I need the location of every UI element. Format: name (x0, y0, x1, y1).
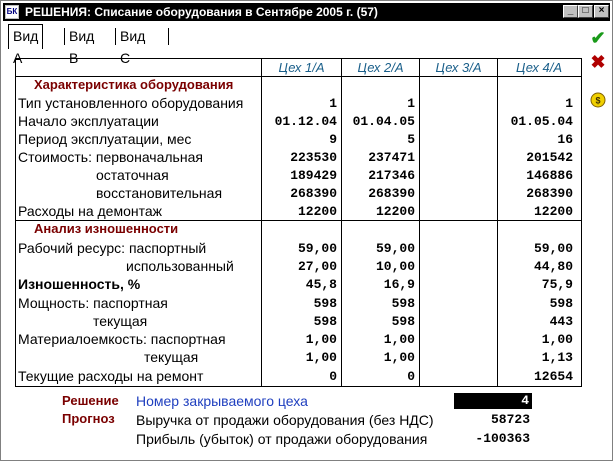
value-cell: 0 (407, 369, 415, 384)
row-label: Материалоемкость: паспортная (18, 331, 226, 347)
row-label: остаточная (96, 167, 169, 183)
value-cell: 12200 (375, 204, 415, 219)
value-cell: 12654 (533, 369, 573, 384)
value-cell: 598 (391, 314, 415, 329)
close-button[interactable]: × (594, 5, 609, 18)
value-cell: 217346 (368, 168, 415, 183)
tab-separator (168, 28, 169, 45)
value-cell: 598 (313, 314, 337, 329)
value-cell: 01.12.04 (274, 114, 337, 129)
value-cell: 12200 (297, 204, 337, 219)
value-cell: 201542 (526, 150, 573, 165)
row-label: Стоимость: первоначальная (18, 149, 203, 165)
value-cell: 12200 (533, 204, 573, 219)
value-cell: 268390 (526, 186, 573, 201)
value-cell: 10,00 (375, 259, 415, 274)
value-cell: 268390 (368, 186, 415, 201)
row-label: Рабочий ресурс: паспортный (18, 240, 207, 256)
tab-view-a[interactable]: Вид А (8, 24, 43, 49)
revenue-label: Выручка от продажи оборудования (без НДС) (136, 412, 434, 428)
grid-line (261, 59, 262, 386)
action-sidebar (584, 23, 610, 459)
row-label: Текущие расходы на ремонт (18, 368, 204, 384)
value-cell: 5 (407, 132, 415, 147)
value-cell: 27,00 (297, 259, 337, 274)
row-label: Изношенность, % (18, 276, 141, 292)
row-label: Расходы на демонтаж (18, 203, 163, 219)
grid-line (497, 59, 498, 386)
cross-icon[interactable]: ✖ (590, 52, 606, 72)
app-icon[interactable]: БК (5, 5, 19, 19)
workshop-number-label: Номер закрываемого цеха (136, 393, 308, 409)
row-label: восстановительная (96, 185, 223, 201)
tab-view-c[interactable]: Вид С (120, 28, 146, 66)
minimize-button[interactable]: _ (563, 5, 578, 18)
row-label: текущая (93, 313, 148, 329)
value-cell: 16 (557, 132, 573, 147)
column-header-3: Цех 3/А (435, 60, 482, 75)
value-cell: 1 (329, 96, 337, 111)
value-cell: 1 (565, 96, 573, 111)
value-cell: 44,80 (533, 259, 573, 274)
revenue-value: 58723 (490, 412, 530, 427)
profit-label: Прибыль (убыток) от продажи оборудования (136, 431, 428, 447)
forecast-label: Прогноз (62, 411, 115, 426)
maximize-button[interactable]: □ (578, 5, 593, 18)
grid-line (419, 59, 420, 386)
value-cell: 59,00 (375, 241, 415, 256)
value-cell: 598 (313, 296, 337, 311)
value-cell: 1,00 (305, 350, 337, 365)
value-cell: 9 (329, 132, 337, 147)
row-label: Тип установленного оборудования (18, 95, 244, 111)
row-label: текущая (144, 349, 199, 365)
value-cell: 1,00 (383, 332, 415, 347)
svg-text:$: $ (595, 95, 601, 106)
section-wear-analysis: Анализ изношенности (34, 221, 179, 236)
value-cell: 1 (407, 96, 415, 111)
value-cell: 0 (329, 369, 337, 384)
value-cell: 1,00 (305, 332, 337, 347)
value-cell: 268390 (290, 186, 337, 201)
row-label: Период эксплуатации, мес (18, 131, 192, 147)
window-title: РЕШЕНИЯ: Списание оборудования в Сентябре 2005 г. (57) (25, 5, 378, 19)
grid-line (341, 59, 342, 386)
value-cell: 16,9 (383, 277, 415, 292)
row-label: Мощность: паспортная (18, 295, 168, 311)
profit-value: -100363 (475, 431, 530, 446)
value-cell: 59,00 (533, 241, 573, 256)
title-bar[interactable] (3, 3, 610, 21)
value-cell: 598 (391, 296, 415, 311)
value-cell: 1,00 (383, 350, 415, 365)
workshop-number-input[interactable]: 4 (454, 393, 532, 409)
value-cell: 1,13 (541, 350, 573, 365)
row-label: использованный (126, 258, 234, 274)
checkmark-icon[interactable]: ✔ (590, 28, 606, 48)
decision-label: Решение (62, 393, 119, 408)
value-cell: 01.04.05 (352, 114, 415, 129)
value-cell: 45,8 (305, 277, 337, 292)
value-cell: 598 (549, 296, 573, 311)
section-characteristics: Характеристика оборудования (34, 77, 234, 92)
value-cell: 01.05.04 (510, 114, 573, 129)
value-cell: 1,00 (541, 332, 573, 347)
value-cell: 146886 (526, 168, 573, 183)
value-cell: 223530 (290, 150, 337, 165)
column-header-2: Цех 2/А (357, 60, 404, 75)
column-header-4: Цех 4/А (515, 60, 563, 75)
value-cell: 237471 (368, 150, 415, 165)
tab-view-b[interactable]: Вид В (69, 28, 95, 66)
row-label: Начало эксплуатации (18, 113, 159, 129)
value-cell: 443 (549, 314, 573, 329)
value-cell: 75,9 (541, 277, 573, 292)
coin-icon[interactable] (587, 91, 609, 113)
column-header-1: Цех 1/А (278, 60, 325, 75)
value-cell: 59,00 (297, 241, 337, 256)
value-cell: 189429 (290, 168, 337, 183)
